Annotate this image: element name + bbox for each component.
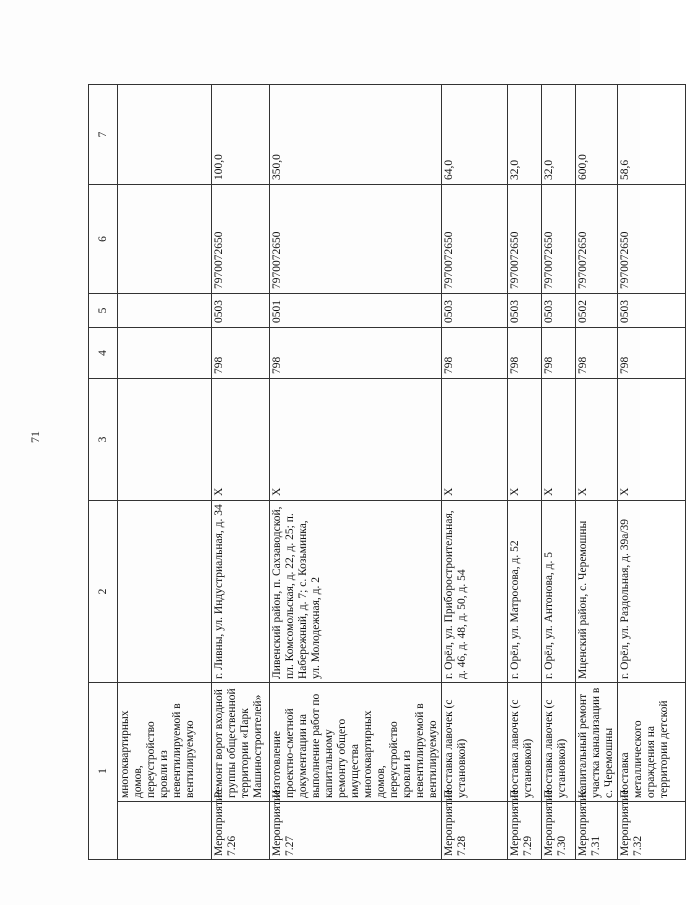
activities-table bbox=[88, 84, 686, 860]
col3-value-cell: X bbox=[508, 379, 542, 501]
col7-value-cell: 64,0 bbox=[442, 85, 508, 185]
col3-value-cell: X bbox=[270, 379, 442, 501]
col7-value-cell: 100,0 bbox=[212, 85, 270, 185]
col7-value-cell bbox=[118, 85, 212, 185]
rotated-table-wrapper bbox=[88, 85, 670, 860]
col6-value-cell: 7970072650 bbox=[442, 185, 508, 294]
table-row bbox=[508, 85, 542, 860]
measure-name-cell: Поставка лавочек (с установкой) bbox=[542, 683, 576, 802]
measure-name-cell: Поставка металлического ограждения на территории детской bbox=[618, 683, 686, 802]
address-cell: г. Орёл, ул. Приборостроительная, д. 46, д. 48, д. 50, д. 54 bbox=[442, 501, 508, 683]
measure-code-cell: Мероприятие 7.30 bbox=[542, 802, 576, 860]
table-row bbox=[442, 85, 508, 860]
col7-value-cell: 350,0 bbox=[270, 85, 442, 185]
measure-name-cell: Изготовление проектно-сметной документации на выполнение работ по капитальному ремонту общего имущества многоквартирных домов, переустройство кровли из невентилируемой в вентилируемую bbox=[270, 683, 442, 802]
column-header-4: 4 bbox=[89, 328, 118, 379]
col5-value-cell: 0503 bbox=[212, 294, 270, 328]
col5-value-cell bbox=[118, 294, 212, 328]
col6-value-cell: 7970072650 bbox=[508, 185, 542, 294]
table-row bbox=[576, 85, 618, 860]
table-row bbox=[542, 85, 576, 860]
measure-code-cell: Мероприятие 7.26 bbox=[212, 802, 270, 860]
col7-value-cell: 58,6 bbox=[618, 85, 686, 185]
column-header-7: 7 bbox=[89, 85, 118, 185]
measure-name-cell: Капитальный ремонт участка канализации в с. Черемошны bbox=[576, 683, 618, 802]
col3-value-cell: X bbox=[442, 379, 508, 501]
measure-name-cell: Поставка лавочек (с установкой) bbox=[508, 683, 542, 802]
col4-value-cell: 798 bbox=[618, 328, 686, 379]
col3-value-cell: X bbox=[618, 379, 686, 501]
col5-value-cell: 0503 bbox=[442, 294, 508, 328]
col7-value-cell: 32,0 bbox=[508, 85, 542, 185]
measure-code-cell bbox=[118, 802, 212, 860]
col3-value-cell: X bbox=[212, 379, 270, 501]
col4-value-cell bbox=[118, 328, 212, 379]
measure-code-cell: Мероприятие 7.32 bbox=[618, 802, 686, 860]
address-cell: г. Орёл, ул. Антонова, д. 5 bbox=[542, 501, 576, 683]
col4-value-cell: 798 bbox=[270, 328, 442, 379]
col4-value-cell: 798 bbox=[442, 328, 508, 379]
measure-code-cell: Мероприятие 7.31 bbox=[576, 802, 618, 860]
column-header-6: 6 bbox=[89, 185, 118, 294]
col6-value-cell: 7970072650 bbox=[576, 185, 618, 294]
column-header-5: 5 bbox=[89, 294, 118, 328]
col3-value-cell: X bbox=[542, 379, 576, 501]
address-cell: г. Орёл, ул. Раздольная, д. 39а/39 bbox=[618, 501, 686, 683]
column-numbers-row bbox=[89, 85, 118, 860]
col6-value-cell: 7970072650 bbox=[618, 185, 686, 294]
col4-value-cell: 798 bbox=[576, 328, 618, 379]
measure-name-cell: Ремонт ворот входной группы общественной территории «Парк Машиностроителей» bbox=[212, 683, 270, 802]
col6-value-cell: 7970072650 bbox=[212, 185, 270, 294]
col5-value-cell: 0503 bbox=[542, 294, 576, 328]
address-cell: г. Орёл, ул. Матросова, д. 52 bbox=[508, 501, 542, 683]
table-row bbox=[618, 85, 686, 860]
address-cell bbox=[118, 501, 212, 683]
measure-code-cell: Мероприятие 7.28 bbox=[442, 802, 508, 860]
col4-value-cell: 798 bbox=[212, 328, 270, 379]
col6-value-cell bbox=[118, 185, 212, 294]
address-cell: Мценский район, с. Черемошны bbox=[576, 501, 618, 683]
col4-value-cell: 798 bbox=[508, 328, 542, 379]
col6-value-cell: 7970072650 bbox=[270, 185, 442, 294]
measure-name-cell: многоквартирных домов, переустройство кровли из невентилируемой в вентилируемую bbox=[118, 683, 212, 802]
measure-name-cell: Поставка лавочек (с установкой) bbox=[442, 683, 508, 802]
table-row bbox=[212, 85, 270, 860]
col5-value-cell: 0503 bbox=[618, 294, 686, 328]
col7-value-cell: 32,0 bbox=[542, 85, 576, 185]
col5-value-cell: 0503 bbox=[508, 294, 542, 328]
col3-value-cell bbox=[118, 379, 212, 501]
address-cell: Ливенский район, п. Сахзаводской, пл. Комсомольская, д. 22, д. 25; п. Набережный, д. 7; с. Козьминка, ул. Молодежная, д. 2 bbox=[270, 501, 442, 683]
col3-value-cell: X bbox=[576, 379, 618, 501]
col5-value-cell: 0502 bbox=[576, 294, 618, 328]
measure-code-cell: Мероприятие 7.27 bbox=[270, 802, 442, 860]
column-header-1: 1 bbox=[89, 683, 118, 860]
column-header-3: 3 bbox=[89, 379, 118, 501]
measure-code-cell: Мероприятие 7.29 bbox=[508, 802, 542, 860]
col7-value-cell: 600,0 bbox=[576, 85, 618, 185]
table-row bbox=[118, 85, 212, 860]
table-row bbox=[270, 85, 442, 860]
col6-value-cell: 7970072650 bbox=[542, 185, 576, 294]
column-header-2: 2 bbox=[89, 501, 118, 683]
address-cell: г. Ливны, ул. Индустриальная, д. 34 bbox=[212, 501, 270, 683]
col5-value-cell: 0501 bbox=[270, 294, 442, 328]
page-number: 71 bbox=[28, 431, 42, 443]
col4-value-cell: 798 bbox=[542, 328, 576, 379]
